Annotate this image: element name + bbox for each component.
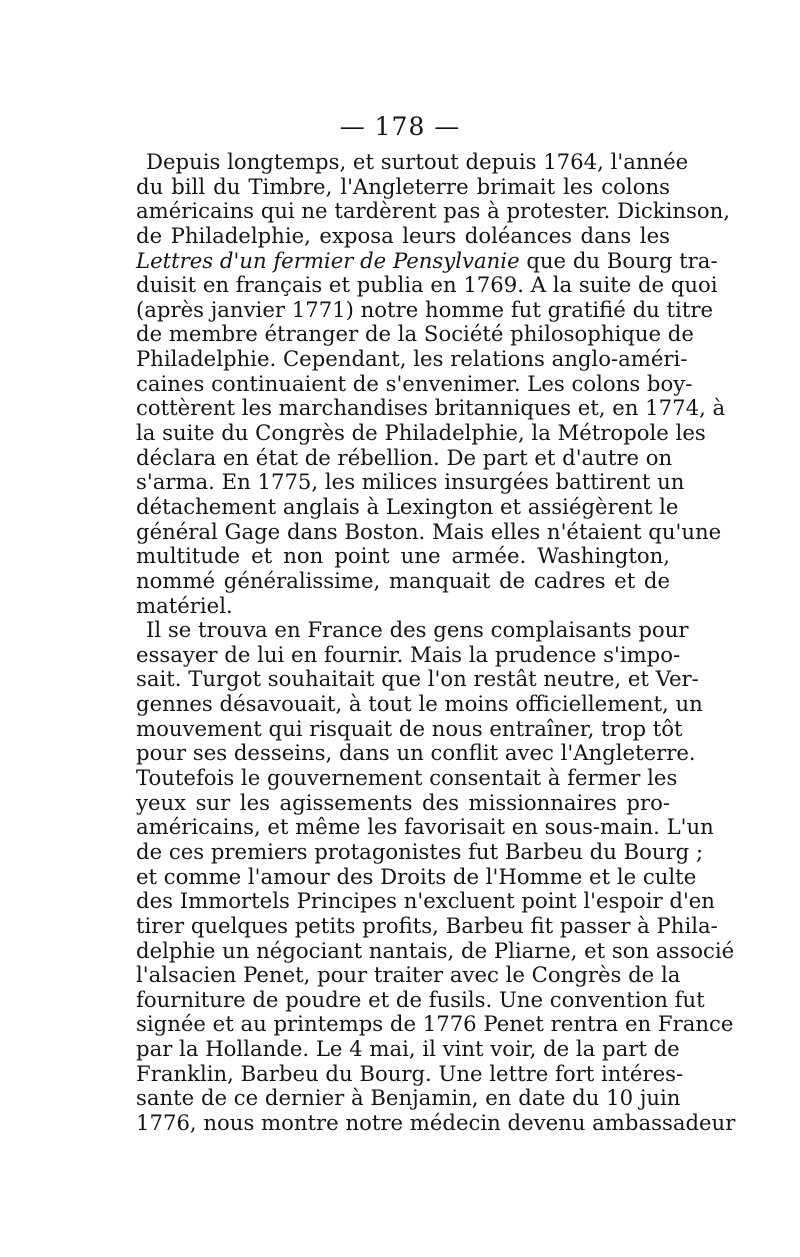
text-line: de membre étranger de la Société philosophique de [136, 321, 694, 347]
book-title: Lettres d'un fermier de Pensylvanie [136, 247, 520, 273]
text-line: général Gage dans Boston. Mais elles n'étaient qu'une [136, 518, 722, 544]
text-line: pour ses desseins, dans un conflit avec l'Angleterre. [136, 740, 696, 766]
text-line: du bill du Timbre, l'Angleterre brimait les colons [136, 173, 670, 199]
text-line: multitude et non point une armée. Washington, [136, 543, 670, 569]
text-line: des Immortels Principes n'excluent point l'espoir d'en [136, 888, 715, 914]
text-line: s'arma. En 1775, les milices insurgées battirent un [136, 469, 685, 495]
text-line: cottèrent les marchandises britanniques et, en 1774, à [136, 395, 726, 421]
text-line: caines continuaient de s'envenimer. Les colons boy- [136, 370, 693, 396]
text-line: de ces premiers protagonistes fut Barbeu du Bourg ; [136, 838, 704, 864]
text-line: Philadelphie. Cependant, les relations anglo-améri- [136, 346, 688, 372]
text-line: (après janvier 1771) notre homme fut gratifié du titre [136, 296, 713, 322]
text-line: mouvement qui risquait de nous entraîner, trop tôt [136, 715, 683, 741]
text-line: Lettres d'un fermier de Pensylvanie que du Bourg tra- [136, 247, 718, 273]
text-line: américains, et même les favorisait en sous-main. L'un [136, 814, 714, 840]
text-line: essayer de lui en fournir. Mais la prudence s'impo- [136, 641, 681, 667]
text-line: par la Hollande. Le 4 mai, il vint voir, de la part de [136, 1036, 680, 1062]
text-line: sait. Turgot souhaitait que l'on restât neutre, et Ver- [136, 666, 699, 692]
text-line: gennes désavouait, à tout le moins officiellement, un [136, 691, 703, 717]
text-line: matériel. [136, 592, 233, 618]
text-line: la suite du Congrès de Philadelphie, la Métropole les [136, 420, 706, 446]
text-line: américains qui ne tardèrent pas à protester. Dickinson, [136, 198, 731, 224]
text-line: l'alsacien Penet, pour traiter avec le Congrès de la [136, 962, 681, 988]
text-line: Il se trouva en France des gens complaisants pour [146, 617, 689, 643]
text-line: yeux sur les agissements des missionnaires pro- [136, 789, 670, 815]
text-line: nommé généralissime, manquait de cadres et de [136, 567, 670, 593]
text-line: duisit en français et publia en 1769. A la suite de quoi [136, 272, 718, 298]
text-line: 1776, nous montre notre médecin devenu ambassadeur [136, 1109, 736, 1135]
text-line: delphie un négociant nantais, de Pliarne, et son associé [136, 937, 735, 963]
text-line: Toutefois le gouvernement consentait à fermer les [136, 765, 678, 791]
text-line: sante de ce dernier à Benjamin, en date du 10 juin [136, 1085, 681, 1111]
text-line: signée et au printemps de 1776 Penet rentra en France [136, 1011, 734, 1037]
text-line: Depuis longtemps, et surtout depuis 1764, l'année [146, 149, 689, 174]
text-line: de Philadelphie, exposa leurs doléances dans les [136, 222, 670, 248]
text-line: et comme l'amour des Droits de l'Homme et le culte [136, 863, 697, 889]
text-line: Franklin, Barbeu du Bourg. Une lettre fort intéres- [136, 1060, 684, 1086]
body-text [136, 149, 736, 1136]
text-line: tirer quelques petits profits, Barbeu fit passer à Phila- [136, 912, 718, 938]
text-line: détachement anglais à Lexington et assiégèrent le [136, 493, 679, 519]
text-line: fourniture de poudre et de fusils. Une convention fut [136, 986, 705, 1012]
page-number: — 178 — [339, 112, 461, 141]
text-line: déclara en état de rébellion. De part et d'autre on [136, 444, 673, 470]
